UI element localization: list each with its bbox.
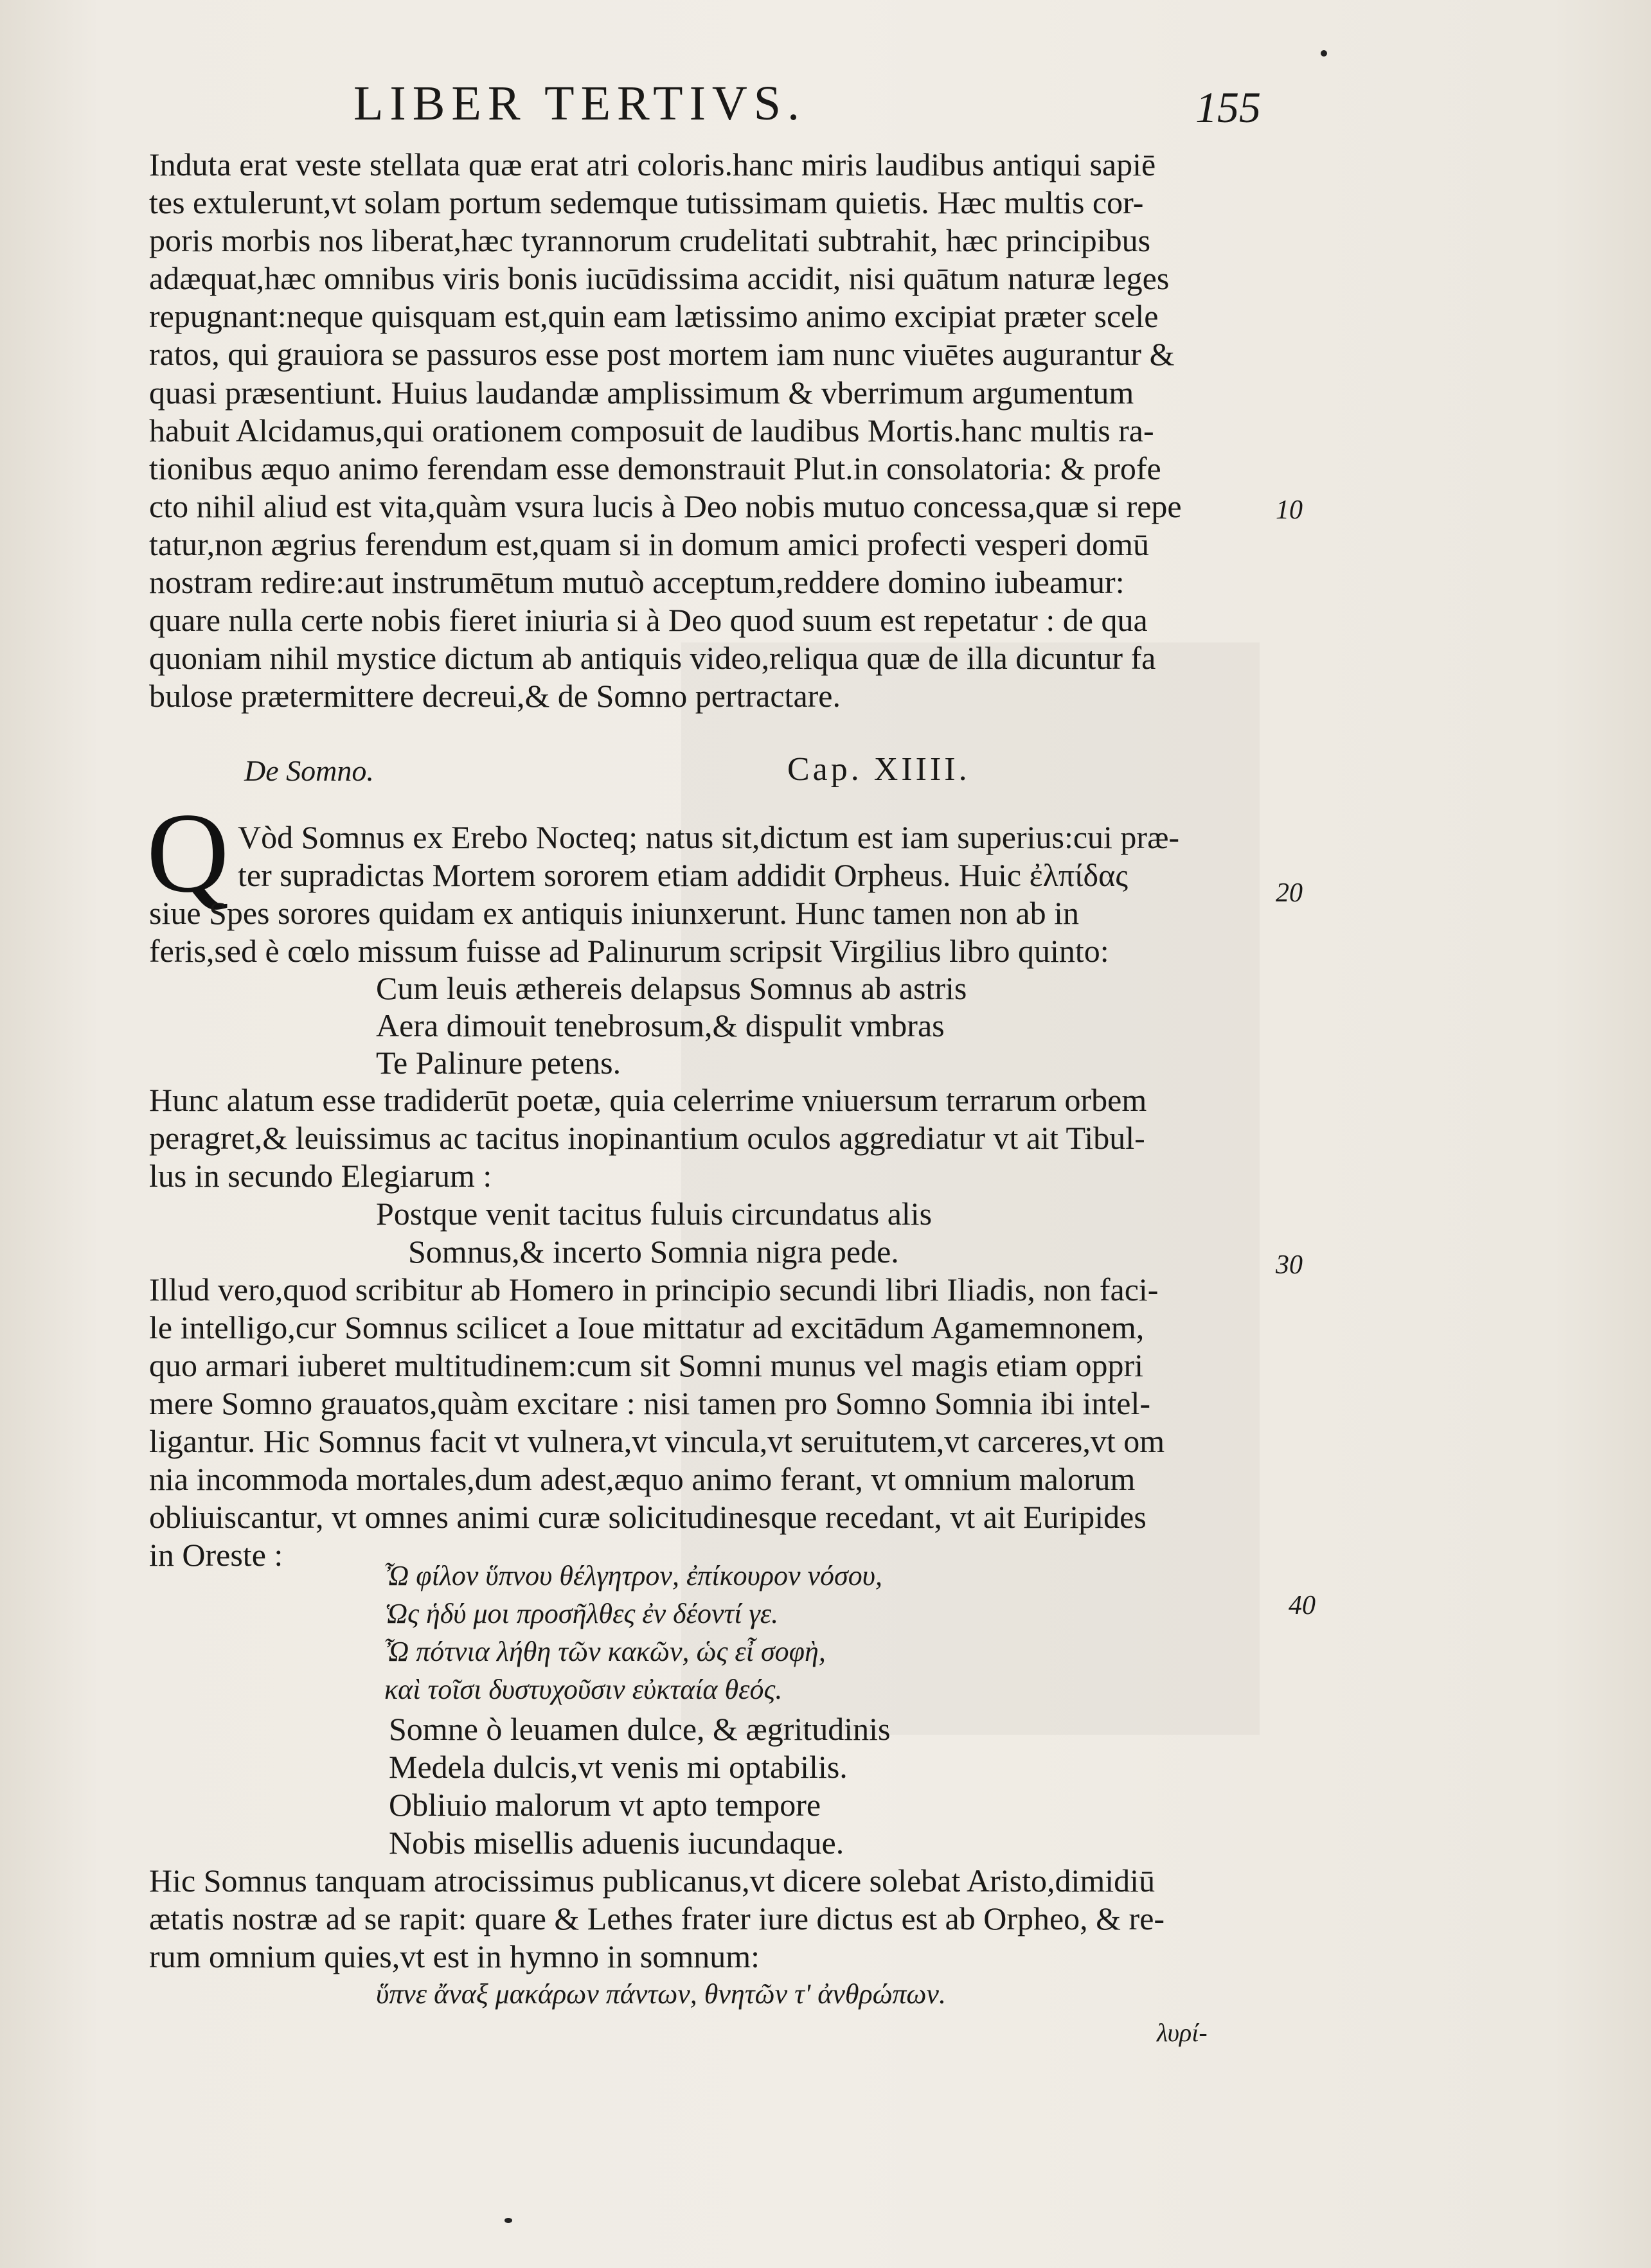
catchword: λυρί- <box>1157 2018 1208 2047</box>
text-line: nostram redire:aut instrumētum mutuò acceptum,reddere domino iubeamur: <box>149 564 1125 600</box>
text-line: mere Somno grauatos,quàm excitare : nisi tamen pro Somno Somnia ibi intel- <box>149 1385 1151 1421</box>
text-line: Hunc alatum esse tradiderūt poetæ, quia celerrime vniuersum terrarum orbem <box>149 1082 1147 1118</box>
text-line: nia incommoda mortales,dum adest,æquo animo ferant, vt omnium malorum <box>149 1461 1136 1497</box>
text-line: ratos, qui grauiora se passuros esse post mortem iam nunc viuētes augurantur & <box>149 336 1175 372</box>
verse-line: Aera dimouit tenebrosum,& dispulit vmbras <box>376 1007 945 1043</box>
text-line: Hic Somnus tanquam atrocissimus publicanus,vt dicere solebat Aristo,dimidiū <box>149 1863 1156 1899</box>
text-line: adæquat,hæc omnibus viris bonis iucūdissima accidit, nisi quātum naturæ leges <box>149 260 1170 296</box>
margin-line-number: 30 <box>1276 1250 1303 1280</box>
verse-line: Postque venit tacitus fuluis circundatus alis <box>376 1196 933 1232</box>
ink-dot <box>504 2218 512 2223</box>
text-line: Vòd Somnus ex Erebo Nocteq; natus sit,dictum est iam superius:cui præ- <box>238 819 1180 855</box>
drop-cap: Q <box>147 789 229 916</box>
verse-line: Nobis misellis aduenis iucundaque. <box>389 1825 844 1861</box>
ink-dot <box>1321 50 1327 57</box>
text-line: lus in secundo Elegiarum : <box>149 1158 492 1194</box>
running-head: LIBER TERTIVS. <box>353 76 807 130</box>
text-line: ætatis nostræ ad se rapit: quare & Lethes frater iure dictus est ab Orpheo, & re- <box>149 1900 1165 1936</box>
greek-verse-line: Ὦ πότνια λήθη τῶν κακῶν, ὡς εἶ σοφὴ, <box>384 1636 826 1667</box>
text-line: rum omnium quies,vt est in hymno in somnum: <box>149 1938 760 1974</box>
page-number: 155 <box>1195 83 1261 132</box>
text-line: bulose prætermittere decreui,& de Somno pertractare. <box>149 678 841 714</box>
text-line: ligantur. Hic Somnus facit vt vulnera,vt vincula,vt seruitutem,vt carceres,vt om <box>149 1423 1165 1459</box>
text-line: feris,sed è cœlo missum fuisse ad Palinurum scripsit Virgilius libro quinto: <box>149 933 1109 969</box>
text-line: Illud vero,quod scribitur ab Homero in principio secundi libri Iliadis, non faci- <box>149 1271 1159 1307</box>
verse-line: Obliuio malorum vt apto tempore <box>389 1787 821 1823</box>
text-line: Induta erat veste stellata quæ erat atri coloris.hanc miris laudibus antiqui sapiē <box>149 146 1156 182</box>
text-line: habuit Alcidamus,qui orationem composuit de laudibus Mortis.hanc multis ra- <box>149 412 1154 448</box>
text-line: peragret,& leuissimus ac tacitus inopinantium oculos aggrediatur vt ait Tibul- <box>149 1120 1145 1156</box>
chapter-number: Cap. XIIII. <box>787 751 970 788</box>
text-line: in Oreste : <box>149 1537 283 1573</box>
text-line: quare nulla certe nobis fieret iniuria si à Deo quod suum est repetatur : de qua <box>149 602 1148 638</box>
verse-line: Te Palinure petens. <box>376 1045 621 1081</box>
text-line: cto nihil aliud est vita,quàm vsura lucis à Deo nobis mutuo concessa,quæ si repe <box>149 488 1182 524</box>
text-line: quoniam nihil mystice dictum ab antiquis video,reliqua quæ de illa dicuntur fa <box>149 640 1156 676</box>
verse-line: Cum leuis æthereis delapsus Somnus ab astris <box>376 970 967 1006</box>
margin-line-number: 20 <box>1276 878 1303 908</box>
greek-verse-line: καὶ τοῖσι δυστυχοῦσιν εὐκταία θεός. <box>384 1674 783 1705</box>
text-line: tes extulerunt,vt solam portum sedemque tutissimam quietis. Hæc multis cor- <box>149 184 1144 220</box>
text-line: siue Spes sorores quidam ex antiquis iniunxerunt. Hunc tamen non ab in <box>149 895 1079 931</box>
verse-line: Somne ò leuamen dulce, & ægritudinis <box>389 1711 891 1747</box>
greek-hymn-line: ὕπνε ἄναξ μακάρων πάντων, θνητῶν τ' ἀνθρώπων. <box>376 1978 946 2010</box>
margin-line-number: 40 <box>1289 1591 1316 1620</box>
verse-line: Medela dulcis,vt venis mi optabilis. <box>389 1749 848 1785</box>
greek-verse-line: Ὦ φίλον ὕπνου θέλγητρον, ἐπίκουρον νόσου, <box>384 1560 882 1591</box>
margin-line-number: 10 <box>1276 495 1303 525</box>
chapter-title: De Somno. <box>244 754 374 787</box>
text-line: le intelligo,cur Somnus scilicet a Ioue mittatur ad excitādum Agamemnonem, <box>149 1309 1145 1345</box>
text-line: poris morbis nos liberat,hæc tyrannorum crudelitati subtrahit, hæc principibus <box>149 222 1151 258</box>
text-line: tionibus æquo animo ferendam esse demonstrauit Plut.in consolatoria: & profe <box>149 450 1161 486</box>
text-line: repugnant:neque quisquam est,quin eam lætissimo animo excipiat præter scele <box>149 298 1159 334</box>
text-line: ter supradictas Mortem sororem etiam addidit Orpheus. Huic ἐλπίδας <box>238 857 1129 893</box>
verse-line: Somnus,& incerto Somnia nigra pede. <box>408 1234 899 1270</box>
text-line: quasi præsentiunt. Huius laudandæ amplissimum & vberrimum argumentum <box>149 375 1134 411</box>
text-line: quo armari iuberet multitudinem:cum sit Somni munus vel magis etiam oppri <box>149 1347 1143 1383</box>
greek-verse-line: Ὡς ἡδύ μοι προσῆλθες ἐν δέοντί γε. <box>384 1598 779 1629</box>
text-line: tatur,non ægrius ferendum est,quam si in domum amici profecti vesperi domū <box>149 526 1150 562</box>
text-line: obliuiscantur, vt omnes animi curæ solicitudinesque recedant, vt ait Euripides <box>149 1499 1147 1535</box>
